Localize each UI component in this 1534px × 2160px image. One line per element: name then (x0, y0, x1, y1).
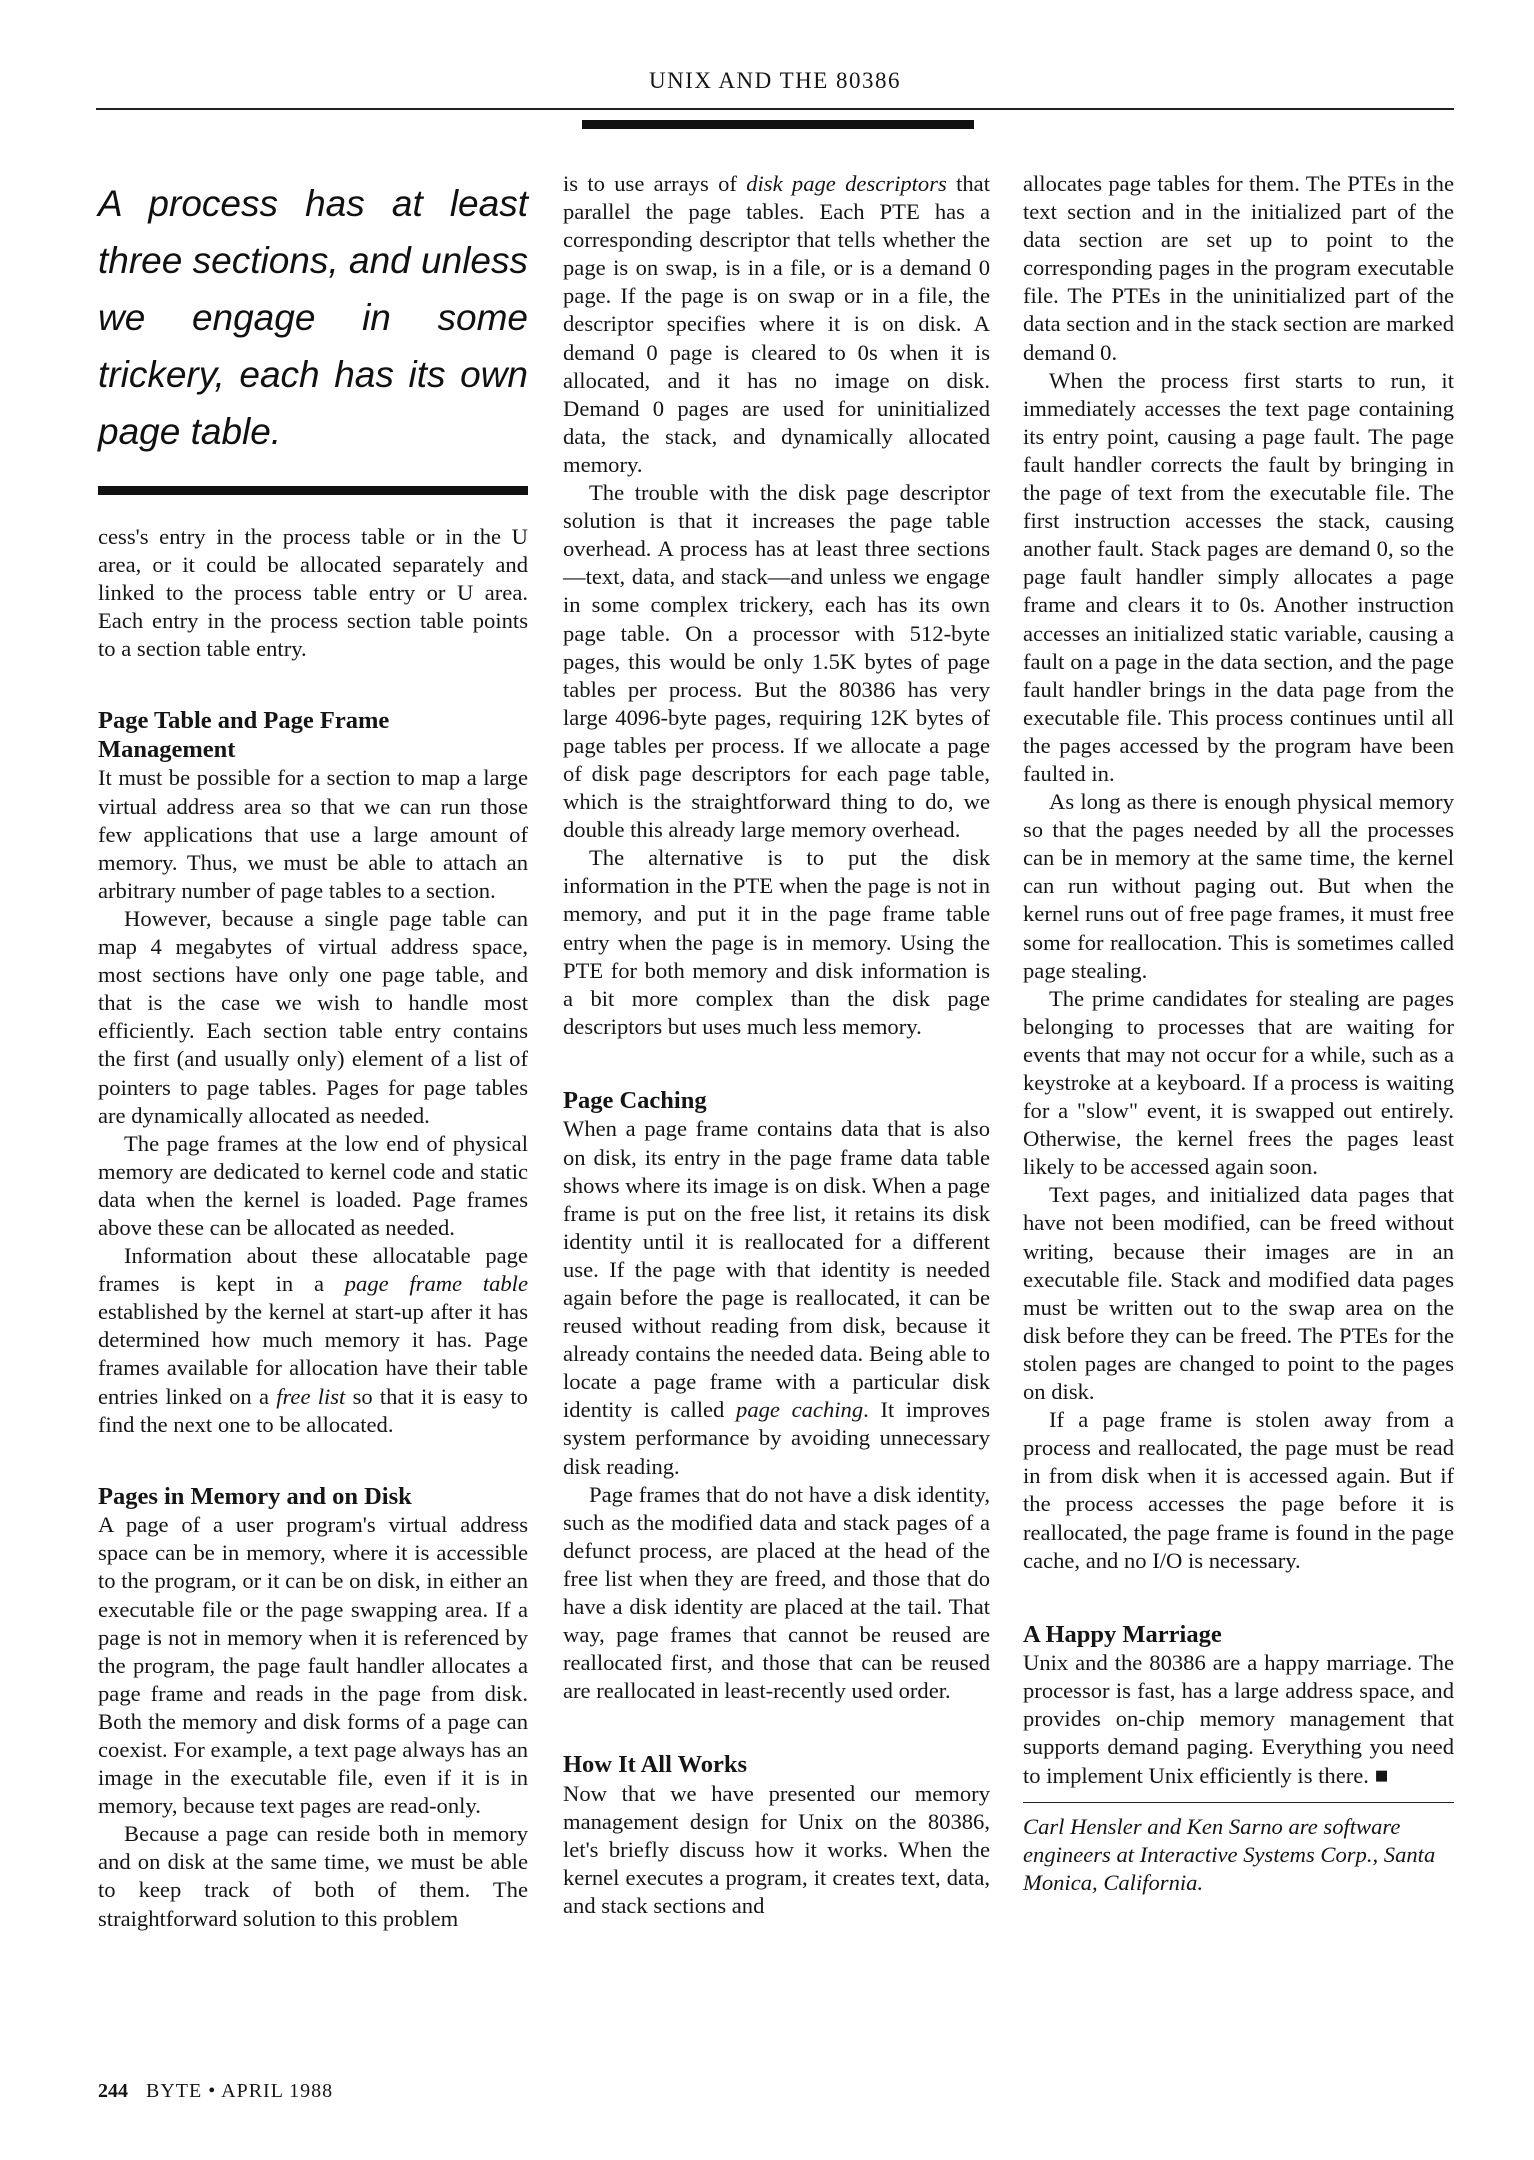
spacer (98, 663, 528, 707)
paragraph: However, because a single page table can map 4 megabytes of virtual address space, most sections have only one page table, and that is the case we wish to handle most efficiently. Each section table entry contains the first (and usually only) element of a list of pointers to page tables. Pages for page tables are dynamically allocated as needed. (98, 905, 528, 1128)
paragraph: When a page frame contains data that is also on disk, its entry in the page frame data table shows where its image is on disk. When a page frame is put on the free list, it retains its disk identity until it is reallocated for a different use. If the page with that identity is needed again before the page is reallocated, it can be reused without reading from disk, because it already contains the needed data. Being able to locate a page frame with a particular disk identity is called page caching. It improves system performance by avoiding unnecessary disk reading. (563, 1116, 990, 1479)
paragraph: cess's entry in the process table or in the U area, or it could be allocated separately and linked to the process table entry or U area. Each entry in the process section table points to a section table entry. (98, 524, 528, 662)
footer-separator: • (208, 2080, 217, 2102)
section-heading-marriage: A Happy Marriage (1023, 1620, 1222, 1648)
spacer (563, 1041, 990, 1087)
paragraph: It must be possible for a section to map a large virtual address area so that we can run those few applications that use a large amount of memory. Thus, we must be able to attach an arbitrary number of page tables to a section. (98, 765, 528, 903)
spacer (1023, 1575, 1454, 1621)
pull-quote-rule (98, 486, 528, 495)
spacer (98, 1439, 528, 1483)
bio-rule (1023, 1802, 1454, 1803)
section-heading-caching: Page Caching (563, 1086, 707, 1114)
section-heading-works: How It All Works (563, 1751, 748, 1779)
paragraph: The page frames at the low end of physical memory are dedicated to kernel code and static data when the kernel is loaded. Page frames above these can be allocated as needed. (98, 1130, 528, 1240)
paragraph: If a page frame is stolen away from a process and reallocated, the page must be read in from disk when it is accessed again. But if the process accesses the page before it is reallocated, the page frame is found in the page cache, and no I/O is necessary. (1023, 1407, 1454, 1573)
paragraph: Text pages, and initialized data pages that have not been modified, can be freed without writing, because their images are in an executable file. Stack and modified data pages must be written out to the swap area on the disk before they can be freed. The PTEs for the stolen pages are changed to point to the pages on disk. (1023, 1182, 1454, 1405)
paragraph: A page of a user program's virtual address space can be in memory, where it is accessible to the program, or it can be on disk, in either an executable file or the page swapping area. If a page is not in memory when it is referenced by the program, the page fault handler allocates a page frame and reads in the page from disk. Both the memory and disk forms of a page can coexist. For example, a text page always has an image in the executable file, even if it is in memory, because text pages are read-only. (98, 1512, 528, 1819)
column-3 (1023, 170, 1454, 1897)
section-heading-pages-memory: Pages in Memory and on Disk (98, 1482, 412, 1510)
spacer (563, 1705, 990, 1751)
running-header: UNIX AND THE 80386 (648, 68, 902, 93)
paragraph: As long as there is enough physical memory so that the pages needed by all the processes can be in memory at the same time, the kernel can run without paging out. But when the kernel runs out of free page frames, it must free some for reallocation. This is sometimes called page stealing. (1023, 789, 1454, 983)
magazine-name: BYTE (146, 2080, 203, 2102)
paragraph: Now that we have presented our memory management design for Unix on the 80386, let's briefly discuss how it works. When the kernel executes a program, it creates text, data, and stack sections and (563, 1780, 990, 1919)
paragraph: When the process first starts to run, it immediately accesses the text page containing its entry point, causing a page fault. The page fault handler corrects the fault by bringing in the page of text from the executable file. The first instruction accesses the stack, causing another fault. Stack pages are demand 0, so the page fault handler simply allocates a page frame and clears it to 0s. Another instruction accesses an initialized static variable, causing a fault on a page in the data section, and the page fault handler brings in the data page from the executable file. This process continues until all the pages accessed by the program have been faulted in. (1023, 367, 1454, 786)
paragraph: The alternative is to put the disk information in the PTE when the page is not in memory, and put it in the page frame table entry when the page is in memory. Using the PTE for both memory and disk information is a bit more complex than the disk page descriptors but uses much less memory. (563, 845, 990, 1039)
paragraph: The trouble with the disk page descriptor solution is that it increases the page table overhead. A process has at least three sections—text, data, and stack—and unless we engage in some complex trickery, each has its own page table. On a processor with 512-byte pages, this would be only 1.5K bytes of page tables per process. But the 80386 has very large 4096-byte pages, requiring 12K bytes of page tables per process. If we allocate a page of disk page descriptors for each page table, which is the straightforward thing to do, we double this already large memory overhead. (563, 480, 990, 843)
issue-date: APRIL 1988 (221, 2080, 334, 2102)
author-bio: Carl Hensler and Ken Sarno are software engineers at Interactive Systems Corp., Santa Monica, California. (1023, 1813, 1436, 1895)
paragraph: Information about these allocatable page frames is kept in a page frame table established by the kernel at start-up after it has determined how much memory it has. Page frames available for allocation have their table entries linked on a free list so that it is easy to find the next one to be allocated. (98, 1243, 528, 1437)
column-2 (563, 170, 990, 1920)
paragraph: Because a page can reside both in memory and on disk at the same time, we must be able to keep track of both of them. The straightforward solution to this problem (98, 1821, 528, 1931)
paragraph: allocates page tables for them. The PTEs in the text section and in the initialized part of the data section are set up to point to the corresponding pages in the program executable file. The PTEs in the uninitialized part of the data section and in the stack section are marked demand 0. (1023, 171, 1454, 365)
paragraph: Page frames that do not have a disk identity, such as the modified data and stack pages of a defunct process, are placed at the head of the free list when they are freed, and those that do have a disk identity are placed at the tail. That way, page frames that cannot be reused are reallocated first, and those that can be reused are reallocated in least-recently used order. (563, 1481, 990, 1704)
page-number: 244 (98, 2080, 128, 2102)
column-1 (98, 175, 528, 1933)
pull-quote: A process has at least three sections, and unless we engage in some trickery, each has its own page table. (98, 183, 528, 452)
paragraph: The prime candidates for stealing are pages belonging to processes that are waiting for events that may not occur for a while, such as a keystroke at a keyboard. If a process is waiting for a "slow" event, it is swapped out entirely. Otherwise, the kernel frees the pages least likely to be accessed again soon. (1023, 985, 1454, 1180)
header-rule (96, 108, 1454, 110)
section-heading-page-table: Page Table and Page Frame Management (98, 707, 390, 763)
paragraph: Unix and the 80386 are a happy marriage. The processor is fast, has a large address space, and provides on-chip memory management that supports demand paging. Everything you need to implement Unix efficiently is there. ■ (1023, 1650, 1454, 1788)
page-footer (98, 2080, 333, 2103)
header-bar (582, 120, 974, 129)
paragraph: is to use arrays of disk page descriptors that parallel the page tables. Each PTE has a corresponding descriptor that tells whether the page is on swap, is in a file, or is a demand 0 page. If the page is on swap or in a file, the descriptor specifies where it is on disk. A demand 0 page is cleared to 0s when it is allocated, and it has no image on disk. Demand 0 pages are used for uninitialized data, the stack, and dynamically allocated memory. (563, 171, 990, 477)
